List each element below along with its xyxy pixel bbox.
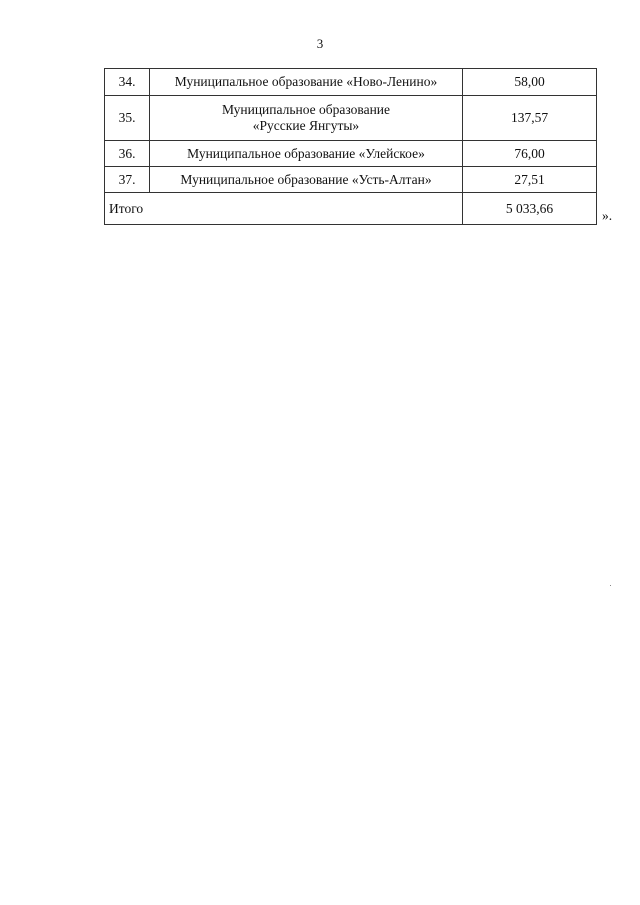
table-row (105, 69, 597, 96)
total-value: 5 033,66 (463, 193, 597, 225)
row-name: Муниципальное образование «Ново-Ленино» (150, 69, 463, 96)
row-number: 34. (105, 69, 150, 96)
table-row (105, 141, 597, 167)
row-number: 35. (105, 96, 150, 141)
row-number: 36. (105, 141, 150, 167)
row-name-line1: Муниципальное образование (221, 102, 391, 117)
row-value: 76,00 (463, 141, 597, 167)
row-name: Муниципальное образование «Усть-Алтан» (150, 167, 463, 193)
table-row (105, 167, 597, 193)
total-label: Итого (105, 193, 463, 225)
row-value: 137,57 (463, 96, 597, 141)
row-name-line2: «Русские Янгуты» (252, 118, 360, 133)
row-name: Муниципальное образование «Улейское» (150, 141, 463, 167)
margin-mark (610, 585, 611, 586)
row-value: 27,51 (463, 167, 597, 193)
closing-quote: ». (602, 208, 613, 223)
row-number: 37. (105, 167, 150, 193)
row-name (150, 96, 463, 141)
row-value: 58,00 (463, 69, 597, 96)
table-row (105, 96, 597, 141)
page-number: 3 (316, 36, 324, 51)
municipal-table (104, 68, 597, 225)
total-row (105, 193, 597, 225)
